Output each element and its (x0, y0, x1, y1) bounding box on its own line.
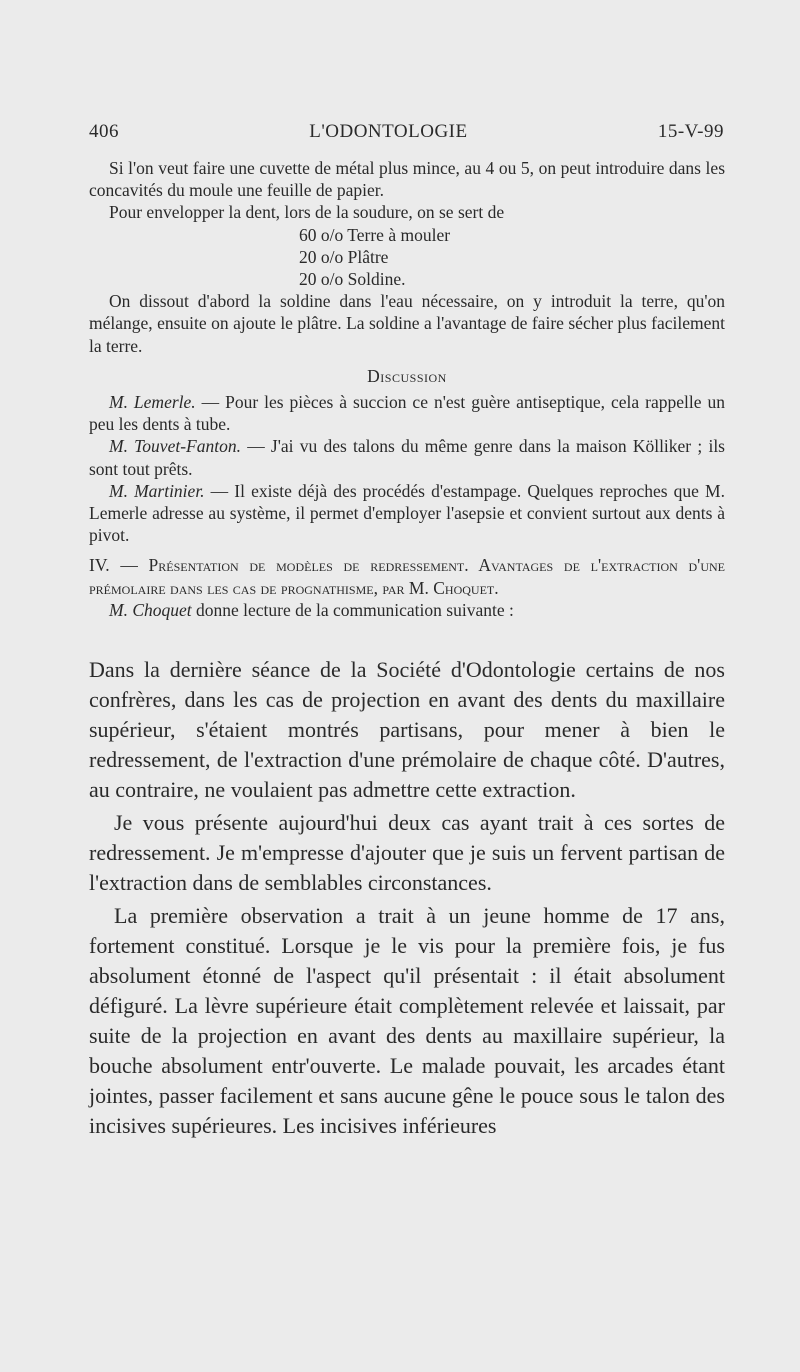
formula-list (299, 224, 725, 291)
communication-text (89, 655, 725, 1141)
speaker-name: M. Martinier. (109, 480, 205, 501)
speaker-remark: — J'ai vu des talons du même genre dans la maison Kölliker ; ils sont tout prêts. (89, 436, 725, 479)
section-intro-text: donne lecture de la communication suivante : (191, 599, 514, 620)
formula-line: 60 o/o Terre à mouler (299, 224, 451, 245)
page-number: 406 (89, 121, 119, 142)
communication-paragraph-1: Dans la dernière séance de la Société d'Odontologie certains de nos confrères, dans les cas de projection en avant des dents du maxillaire supérieur, s'étaient montrés partisans, pour mener à bien le redressement, de l'extraction d'une prémolaire de chaque côté. D'autres, au contraire, ne voulaient pas admettre cette extraction. (89, 657, 725, 802)
journal-title: L'ODONTOLOGIE (309, 121, 468, 142)
discussion-entry (89, 391, 725, 435)
running-header (89, 121, 724, 143)
discussion-entry (89, 480, 725, 547)
intro-paragraph-1: Si l'on veut faire une cuvette de métal plus mince, au 4 ou 5, on peut introduire dans les concavités du moule une feuille de papier. (89, 158, 725, 201)
formula-line: 20 o/o Soldine. (299, 269, 406, 290)
speaker-name: M. Touvet-Fanton. (109, 436, 241, 457)
formula-line: 20 o/o Plâtre (299, 246, 389, 267)
discussion-entry (89, 435, 725, 479)
small-text-block (89, 157, 725, 621)
issue-date: 15-V-99 (657, 121, 724, 142)
speaker-name: M. Lemerle. (109, 392, 196, 413)
speaker-name: M. Choquet (109, 599, 192, 620)
speaker-remark: — Pour les pièces à succion ce n'est guère antiseptique, cela rappelle un peu les dents à tube. (89, 392, 725, 435)
section-heading-block (89, 554, 725, 598)
discussion-heading: Discussion (367, 365, 447, 386)
section-heading: IV. — Présentation de modèles de redressement. Avantages de l'extraction d'une prémolaire dans les cas de prognathisme, par M. Choquet. (89, 555, 725, 598)
communication-paragraph-2: Je vous présente aujourd'hui deux cas ayant trait à ces sortes de redressement. Je m'empresse d'ajouter que je suis un fervent partisan de l'extraction dans de semblables circonstances. (89, 810, 725, 895)
intro-paragraph-2: Pour envelopper la dent, lors de la soudure, on se sert de (109, 202, 505, 223)
communication-paragraph-3: La première observation a trait à un jeune homme de 17 ans, fortement constitué. Lorsque je le vis pour la première fois, je fus absolument étonné de l'aspect qu'il présentait : il était absolument défiguré. La lèvre supérieure était complètement relevée et laissait, par suite de la projection en avant des dents au maxillaire supérieur, la bouche absolument entr'ouverte. Le malade pouvait, les arcades étant jointes, passer facilement et sans aucune gêne le pouce sous le talon des incisives supérieures. Les incisives inférieures (89, 903, 725, 1138)
section-intro (89, 599, 725, 621)
intro-paragraph-3: On dissout d'abord la soldine dans l'eau nécessaire, on y introduit la terre, qu'on mélange, ensuite on ajoute le plâtre. La soldine a l'avantage de faire sécher plus facilement la terre. (89, 291, 725, 356)
speaker-remark: — Il existe déjà des procédés d'estampage. Quelques reproches que M. Lemerle adresse au système, il permet d'employer l'asepsie et convient surtout aux dents à pivot. (89, 480, 725, 546)
